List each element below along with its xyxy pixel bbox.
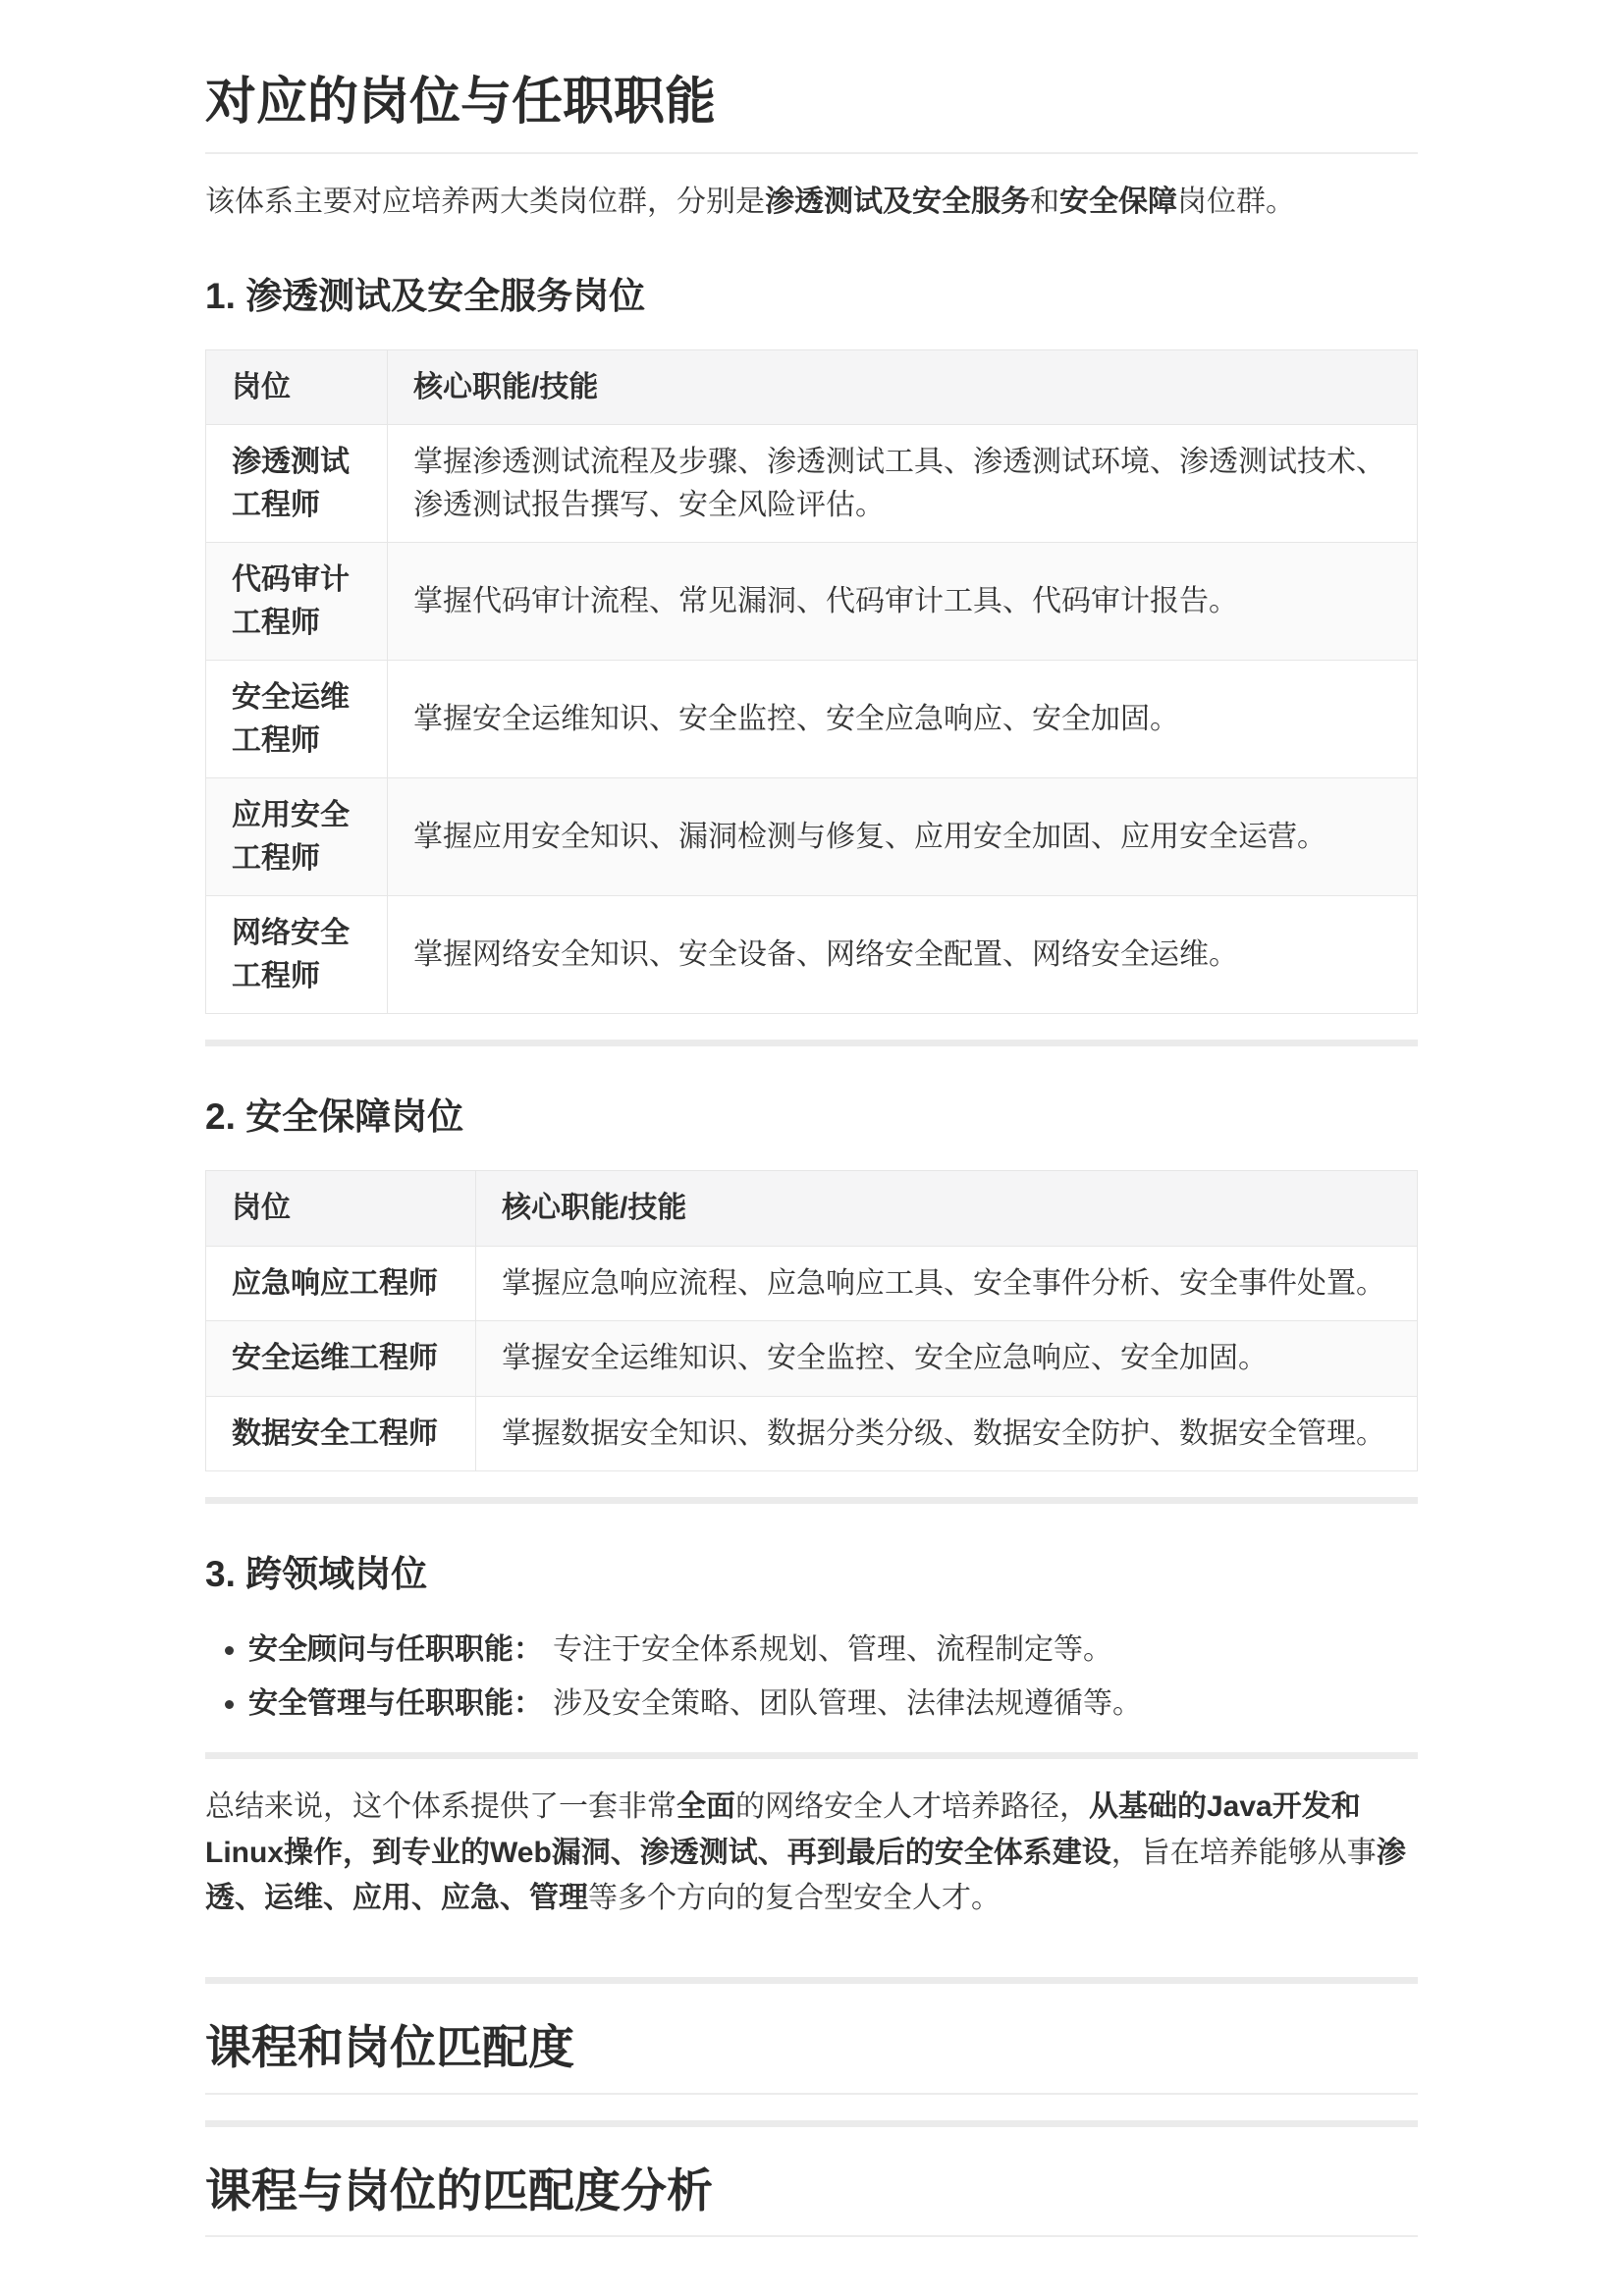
intro-text-part: 和 [1030, 186, 1059, 218]
bullet-text: 专注于安全体系规划、管理、流程制定等。 [553, 1633, 1112, 1667]
role-cell: 渗透测试工程师 [206, 425, 388, 543]
section-divider [205, 1752, 1418, 1759]
role-cell: 应急响应工程师 [206, 1246, 476, 1321]
skills-cell: 掌握网络安全知识、安全设备、网络安全配置、网络安全运维。 [388, 896, 1418, 1014]
summary-text-part: 的网络安全人才培养路径， [735, 1790, 1089, 1824]
section-divider [205, 1040, 1418, 1046]
section-1-heading: 1. 渗透测试及安全服务岗位 [205, 275, 646, 316]
table-header-role: 岗位 [206, 1171, 476, 1247]
skills-cell: 掌握安全运维知识、安全监控、安全应急响应、安全加固。 [476, 1321, 1418, 1397]
intro-text-part: 该体系主要对应培养两大类岗位群，分别是 [205, 186, 765, 218]
table-row [206, 425, 1418, 543]
table-row [206, 896, 1418, 1014]
pentest-positions-table [205, 349, 1418, 1015]
section-divider [205, 1497, 1418, 1504]
role-cell: 应用安全工程师 [206, 778, 388, 896]
skills-cell: 掌握安全运维知识、安全监控、安全应急响应、安全加固。 [388, 661, 1418, 778]
summary-paragraph [205, 1785, 1418, 1922]
skills-cell: 掌握应用安全知识、漏洞检测与修复、应用安全加固、应用安全运营。 [388, 778, 1418, 896]
skills-cell: 掌握渗透测试流程及步骤、渗透测试工具、渗透测试环境、渗透测试技术、渗透测试报告撰写、安全风险评估。 [388, 425, 1418, 543]
summary-text-part: ，旨在培养能够从事 [1110, 1836, 1377, 1869]
table-row [206, 1246, 1418, 1321]
skills-cell: 掌握代码审计流程、常见漏洞、代码审计工具、代码审计报告。 [388, 543, 1418, 661]
summary-bold-comprehensive: 全面 [676, 1790, 735, 1824]
table-header-role: 岗位 [206, 349, 388, 425]
bullet-text: 涉及安全策略、团队管理、法律法规遵循等。 [553, 1686, 1142, 1720]
section-divider [205, 2120, 1418, 2127]
section-3-heading: 3. 跨领域岗位 [205, 1554, 428, 1595]
role-cell: 网络安全工程师 [206, 896, 388, 1014]
table-row [206, 661, 1418, 778]
role-cell: 安全运维工程师 [206, 1321, 476, 1397]
intro-text-part: 岗位群。 [1177, 186, 1295, 218]
table-header-skills: 核心职能/技能 [476, 1171, 1418, 1247]
table-row [206, 1321, 1418, 1397]
table-row [206, 543, 1418, 661]
role-cell: 代码审计工程师 [206, 543, 388, 661]
page-title: 对应的岗位与任职职能 [205, 71, 1418, 154]
summary-text-part: 等多个方向的复合型安全人才。 [588, 1882, 1001, 1915]
assurance-positions-table [205, 1170, 1418, 1471]
table-header-row [206, 349, 1418, 425]
summary-bold-directions: 渗透、运维、应用、应急、管理 [205, 1836, 1406, 1915]
table-header-row [206, 1171, 1418, 1247]
table-header-skills: 核心职能/技能 [388, 349, 1418, 425]
skills-cell: 掌握应急响应流程、应急响应工具、安全事件分析、安全事件处置。 [476, 1246, 1418, 1321]
cross-domain-bullet-list [205, 1628, 1418, 1727]
bullet-label: 安全管理与任职职能： [248, 1686, 543, 1720]
summary-text-part: 总结来说，这个体系提供了一套非常 [205, 1790, 676, 1824]
intro-paragraph [205, 180, 1418, 226]
table-row [206, 778, 1418, 896]
bullet-label: 安全顾问与任职职能： [248, 1633, 543, 1667]
role-cell: 安全运维工程师 [206, 661, 388, 778]
section-2-heading: 2. 安全保障岗位 [205, 1096, 464, 1138]
table-row [206, 1396, 1418, 1471]
intro-bold-pentest-services: 渗透测试及安全服务 [765, 186, 1030, 218]
document-content [205, 0, 1418, 2296]
section-divider [205, 1977, 1418, 1984]
bullet-item [248, 1682, 1418, 1728]
intro-bold-security-assurance: 安全保障 [1059, 186, 1177, 218]
course-match-heading: 课程和岗位匹配度 [205, 2019, 1418, 2095]
summary-bold-path: 从基础的Java开发和Linux操作，到专业的Web漏洞、渗透测试、再到最后的安全体系建设 [205, 1790, 1361, 1869]
skills-cell: 掌握数据安全知识、数据分类分级、数据安全防护、数据安全管理。 [476, 1396, 1418, 1471]
bullet-item [248, 1628, 1418, 1674]
course-match-analysis-heading: 课程与岗位的匹配度分析 [205, 2163, 1418, 2238]
role-cell: 数据安全工程师 [206, 1396, 476, 1471]
